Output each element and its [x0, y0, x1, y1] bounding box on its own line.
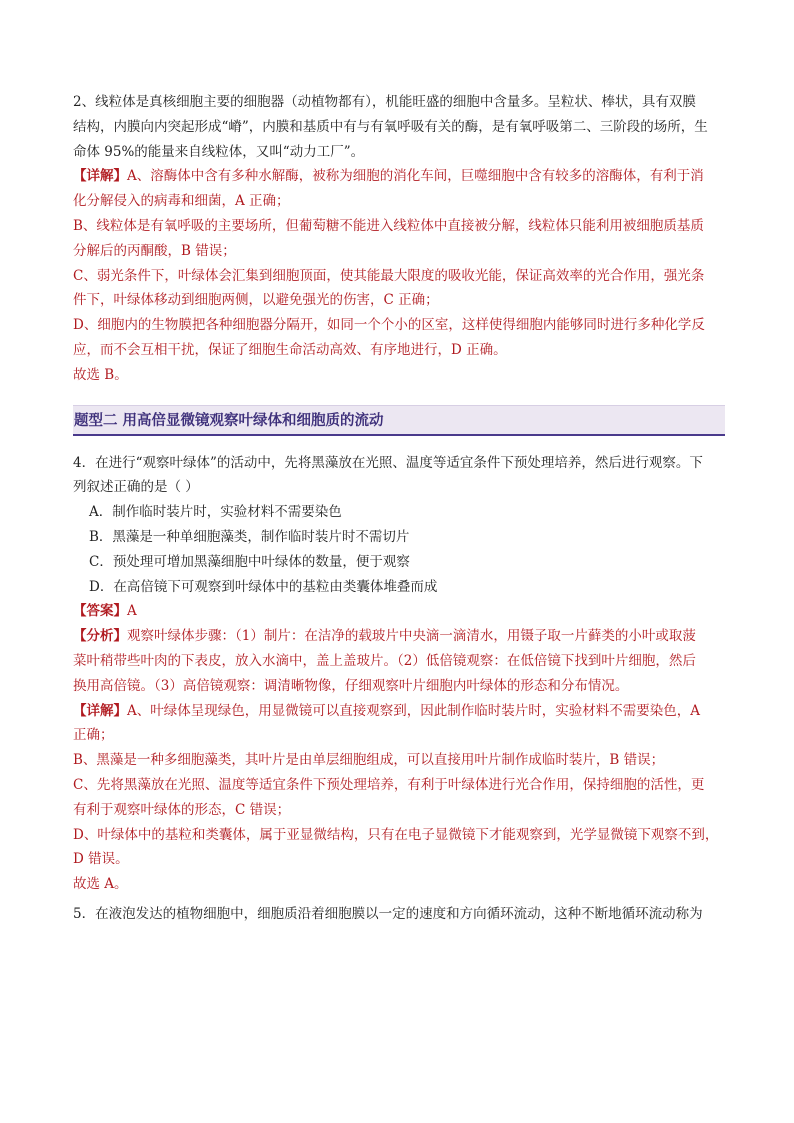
question-4-conclusion: 故选 A。	[73, 876, 128, 893]
section-title: 题型二 用高倍显微镜观察叶绿体和细胞质的流动	[74, 413, 384, 430]
document-page	[73, 90, 723, 927]
analysis-first: 观察叶绿体步骤：（1）制片：在洁净的载玻片中央滴一滴清水，用镊子取一片藓类的小叶或取菠	[127, 628, 696, 645]
question-4-stem-1: 4．在进行“观察叶绿体”的活动中，先将黑藻放在光照、温度等适宜条件下预处理培养，然后进行观察。下	[73, 454, 703, 471]
detail-1-line-7: D、细胞内的生物膜把各种细胞器分隔开，如同一个个小的区室，这样使得细胞内能够同时进行多种化学反	[73, 317, 705, 334]
answer-value: A	[127, 603, 137, 620]
question-4-detail-4: C、先将黑藻放在光照、温度等适宜条件下预处理培养，有利于叶绿体进行光合作用，保持细胞的活性，更	[73, 776, 705, 793]
detail-1-line-1	[73, 164, 723, 189]
question-4-analysis-2: 菜叶稍带些叶肉的下表皮，放入水滴中，盖上盖玻片。（2）低倍镜观察：在低倍镜下找到叶片细胞，然后	[73, 652, 696, 669]
mitochondria-line-2: 结构，内膜向内突起形成“嵴”，内膜和基质中有与有氧呼吸有关的酶，是有氧呼吸第二、三阶段的场所，生	[73, 118, 708, 135]
question-4-detail-1	[73, 699, 723, 724]
answer-tag: 【答案】	[73, 603, 127, 620]
detail-1-line-2: 化分解侵入的病毒和细菌，A 正确；	[73, 193, 290, 210]
question-4-option-a: A．制作临时装片时，实验材料不需要染色	[89, 504, 342, 521]
question-5-stem: 5．在液泡发达的植物细胞中，细胞质沿着细胞膜以一定的速度和方向循环流动，这种不断地循环流动称为	[73, 905, 703, 922]
question-4-detail-3: B、黑藻是一种多细胞藻类，其叶片是由单层细胞组成，可以直接用叶片制作成临时装片，B 错误；	[73, 752, 665, 769]
mitochondria-line-3: 命体 95%的能量来自线粒体，又叫“动力工厂”。	[73, 143, 365, 160]
question-4-option-c: C．预处理可增加黑藻细胞中叶绿体的数量，便于观察	[89, 553, 410, 570]
detail-1-line-3: B、线粒体是有氧呼吸的主要场所，但葡萄糖不能进入线粒体中直接被分解，线粒体只能利用被细胞质基质	[73, 217, 704, 234]
detail-1-line-8: 应，而不会互相干扰，保证了细胞生命活动高效、有序地进行，D 正确。	[73, 341, 507, 358]
detail-tag: 【详解】	[73, 702, 127, 719]
mitochondria-line-1: 2、线粒体是真核细胞主要的细胞器（动植物都有），机能旺盛的细胞中含量多。呈粒状、棒状，具有双膜	[73, 94, 696, 110]
question-4-stem-2: 列叙述正确的是（ ）	[73, 479, 199, 496]
question-4-answer	[73, 599, 723, 624]
question-4-option-d: D．在高倍镜下可观察到叶绿体中的基粒由类囊体堆叠而成	[89, 578, 438, 595]
question-4-option-b: B．黑藻是一种单细胞藻类，制作临时装片时不需切片	[89, 528, 410, 545]
analysis-tag: 【分析】	[73, 628, 127, 645]
detail-1-line-4: 分解后的丙酮酸，B 错误；	[73, 242, 236, 259]
question-4-detail-5: 有利于观察叶绿体的形态，C 错误；	[73, 801, 291, 818]
question-4-analysis-3: 换用高倍镜。（3）高倍镜观察：调清晰物像，仔细观察叶片细胞内叶绿体的形态和分布情况。	[73, 677, 629, 694]
detail-1-line-6: 件下，叶绿体移动到细胞两侧，以避免强光的伤害，C 正确；	[73, 292, 439, 309]
detail-tag: 【详解】	[73, 168, 127, 185]
detail-first: A、叶绿体呈现绿色，用显微镜可以直接观察到，因此制作临时装片时，实验材料不需要染色，A	[127, 702, 700, 719]
detail-1-conclusion: 故选 B。	[73, 366, 128, 383]
detail-1-first: A、溶酶体中含有多种水解酶，被称为细胞的消化车间，巨噬细胞中含有较多的溶酶体，有利于消	[127, 168, 704, 185]
question-4-analysis-1	[73, 624, 723, 649]
section-header	[73, 405, 725, 436]
question-4-detail-7: D 错误。	[73, 851, 129, 868]
detail-1-line-5: C、弱光条件下，叶绿体会汇集到细胞顶面，使其能最大限度的吸收光能，保证高效率的光合作用，强光条	[73, 267, 705, 284]
question-4-detail-2: 正确；	[73, 727, 114, 744]
question-4-detail-6: D、叶绿体中的基粒和类囊体，属于亚显微结构，只有在电子显微镜下才能观察到，光学显微镜下观察不到，	[73, 826, 719, 843]
